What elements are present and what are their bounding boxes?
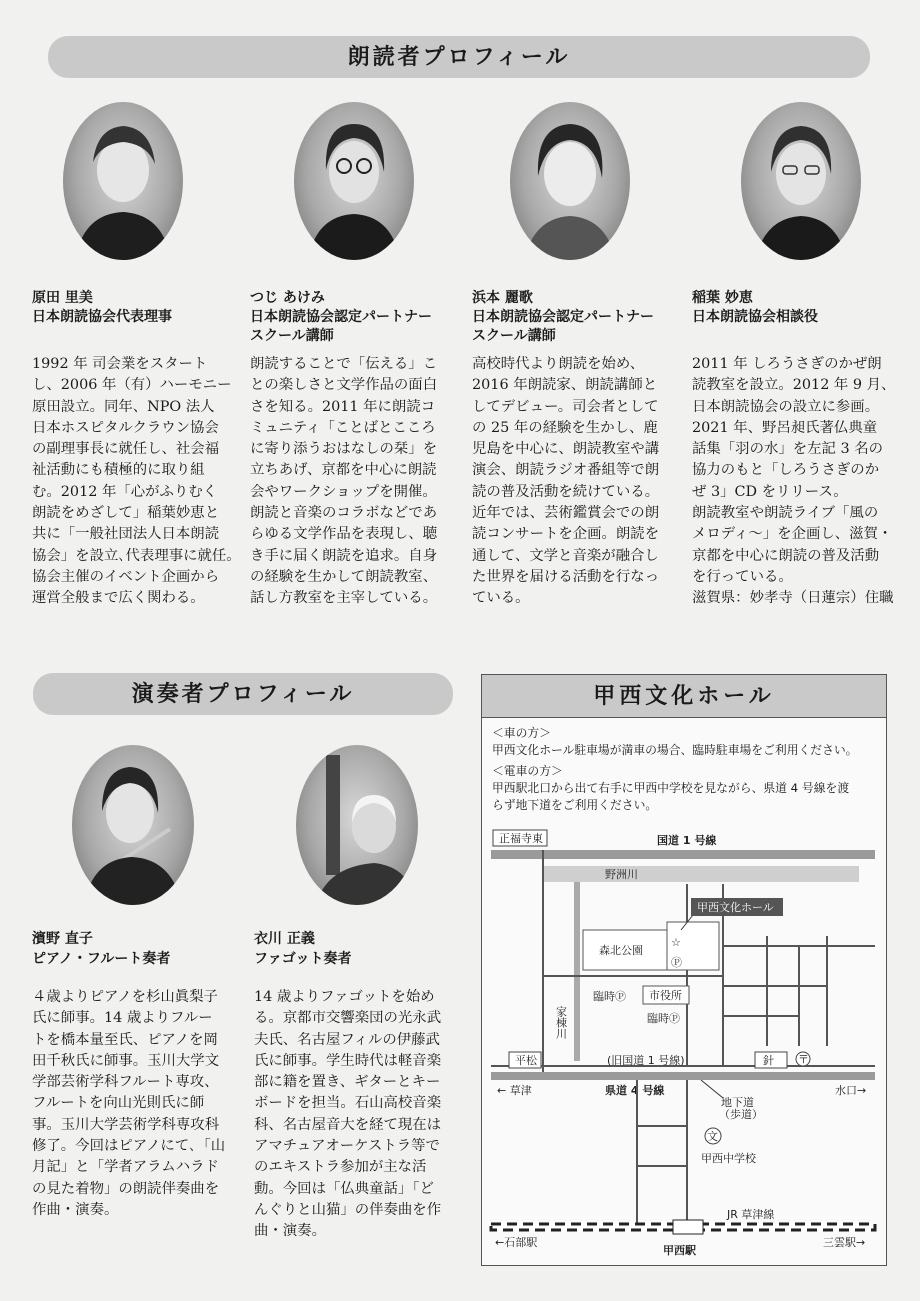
city-hall-label: 市役所 (649, 989, 682, 1002)
player-photo-hamano (72, 745, 194, 905)
underpass-pointer (701, 1080, 723, 1098)
post-office-mark: 〒 (798, 1053, 809, 1066)
bio-line: 京都を中心に朗読の普及活動 (692, 547, 880, 564)
bio-line: 朗読することで「伝える」こ (250, 356, 438, 372)
player-role (254, 950, 351, 969)
bio-line: の見た着物」の朗読伴奏曲を (32, 1180, 220, 1197)
minakuchi-label: 水口→ (835, 1084, 867, 1097)
bio-line: 14 歳よりファゴットを始め (254, 989, 435, 1005)
reader-name: 原田 里美 (32, 290, 93, 306)
reader-photo-hamamoto (510, 102, 630, 260)
bio-line: 運営全般まで広く関わる。 (32, 590, 205, 607)
station-block (673, 1220, 703, 1234)
reader-photo-tsuji (294, 102, 414, 260)
bio-line: 原田設立。同年、NPO 法人 (32, 398, 215, 415)
bio-line: 夫氏、名古屋フィルの伊藤武 (254, 1031, 440, 1048)
bio-line: 通して、文学と音楽が融合し (472, 547, 659, 564)
reader-role (472, 308, 654, 346)
bio-line: 2021 年、野呂昶氏著仏典童 (692, 419, 878, 436)
role-line: スクール講師 (472, 328, 556, 344)
hall-title: 甲西文化ホール (482, 675, 886, 718)
bio-line: を行っている。 (692, 568, 793, 585)
role-line: ファゴット奏者 (254, 951, 352, 967)
player-name: 衣川 正義 (254, 931, 315, 947)
bio-line: 児島を中心に、朗読教室や講 (472, 441, 660, 458)
reader-photo-inaba (741, 102, 861, 260)
park-label: 森北公園 (599, 944, 643, 957)
reader-profile-heading: 朗読者プロフィール (48, 36, 870, 78)
bio-line: んぐりと山猫」の伴奏曲を作 (254, 1201, 442, 1218)
portrait-icon (510, 102, 630, 260)
shofukuji-label: 正福寺東 (499, 832, 543, 845)
player-bio (32, 987, 238, 1221)
school-mark: 文 (707, 1130, 718, 1143)
bio-line: アマチュアオーケストラ等で (254, 1138, 440, 1155)
bio-line: 氏に師事。学生時代は軽音楽 (254, 1052, 442, 1069)
bio-line: 朗読と音楽のコラボなどであ (250, 505, 438, 522)
jr-label: JR 草津線 (727, 1208, 775, 1221)
role-line: 日本朗読協会認定パートナー (472, 309, 654, 325)
ishibe-label: ←石部駅 (495, 1236, 538, 1249)
bio-line: してデビュー。司会者として (472, 398, 659, 415)
role-line: 日本朗読協会相談役 (692, 309, 818, 325)
bio-line: 月記」と「学者アラムハラド (32, 1159, 219, 1176)
portrait-icon (63, 102, 183, 260)
underpass-label-1: 地下道 (721, 1096, 754, 1109)
player-profile-heading: 演奏者プロフィール (33, 673, 453, 715)
bio-line: 話集「羽の水」を左記 3 名の (692, 441, 883, 458)
bio-line: の経験を生かして朗読教室、 (250, 568, 438, 585)
player-role (32, 950, 170, 969)
car-heading: ＜車の方＞ (492, 726, 551, 740)
bio-line: る。京都市交響楽団の光永武 (254, 1010, 442, 1027)
bio-line: 会やワークショップを開催。 (250, 483, 437, 500)
bio-line: フルートを向山光則氏に師 (32, 1095, 205, 1112)
underpass-label-2: （歩道） (719, 1108, 763, 1121)
bio-line: 1992 年 司会業をスタート (32, 356, 208, 372)
bio-line: 協会」を設立､代表理事に就任。 (32, 547, 241, 564)
route1-road (491, 850, 875, 859)
bio-line: 朗読教室や朗読ライブ「風の (692, 505, 879, 522)
bio-line: し、2006 年（有）ハーモニー (32, 377, 232, 394)
hall-map-label: 甲西文化ホール (697, 901, 774, 914)
bio-line: 曲・演奏。 (254, 1223, 326, 1240)
player-bio (254, 987, 460, 1243)
bio-line: 朗読をめざして」稲葉妙恵と (32, 505, 220, 522)
bio-line: 2016 年朗読家、朗読講師と (472, 377, 658, 394)
bio-line: 高校時代より朗読を始め、 (472, 356, 645, 372)
portrait-icon (296, 745, 418, 905)
bio-line: た世界を届ける活動を行なっ (472, 568, 660, 585)
bio-line: 日本朗読協会の設立に参画。 (692, 398, 880, 415)
role-line: 日本朗読協会認定パートナー (250, 309, 432, 325)
route1-label: 国道 1 号線 (657, 834, 717, 847)
bio-line: 読教室を設立。2012 年 9 月、 (692, 377, 896, 394)
bio-line: ぜ 3」CD をリリース。 (692, 483, 848, 500)
school-label: 甲西中学校 (701, 1152, 756, 1165)
train-heading: ＜電車の方＞ (492, 764, 563, 778)
river-label: 家棟川 (554, 1006, 568, 1039)
reader-bio (250, 354, 460, 610)
portrait-icon (741, 102, 861, 260)
yasu-river (543, 866, 859, 882)
bio-line: 部に籍を置き、ギターとキー (254, 1074, 441, 1091)
reader-role (250, 308, 432, 346)
star-icon: ☆ (671, 936, 681, 949)
bio-line: 日本ホスピタルクラウン協会 (32, 419, 219, 436)
portrait-icon (72, 745, 194, 905)
bio-line: 話し方教室を主宰している。 (250, 590, 438, 607)
kusatsu-label: ← 草津 (497, 1084, 532, 1097)
parking-icon: Ⓟ (671, 956, 682, 969)
role-line: ピアノ・フルート奏者 (32, 951, 171, 967)
yasu-river-label: 野洲川 (605, 868, 638, 881)
bio-line: に寄り添うおはなしの栞」を (250, 441, 438, 458)
bio-line: 動。今回は「仏典童話」「ど (254, 1180, 434, 1197)
bio-line: ミュニティ「ことばとこころ (250, 419, 436, 436)
reader-role (692, 308, 818, 327)
reader-bio (472, 354, 680, 610)
bio-line: の副理事長に就任し、社会福 (32, 441, 220, 458)
pref-route4-label: 県道 4 号線 (605, 1084, 665, 1097)
mikumo-label: 三雲駅→ (823, 1236, 866, 1249)
bio-line: 滋賀県：妙孝寺（日蓮宗）住職 (692, 590, 894, 607)
reader-photo-harada (63, 102, 183, 260)
bio-line: 科、名古屋音大を経て現在は (254, 1116, 442, 1133)
bio-line: ボードを担当。石山高校音楽 (254, 1095, 442, 1112)
bio-line: さを知る。2011 年に朗読コ (250, 398, 436, 415)
old-route-label: (旧国道 1 号線) (607, 1054, 685, 1067)
station-label: 甲西駅 (663, 1244, 696, 1257)
bio-line: 田千秋氏に師事。玉川大学文 (32, 1052, 220, 1069)
bio-line: む。2012 年「心がふりむく (32, 483, 218, 500)
bio-line: 読の普及活動を続けている。 (472, 483, 660, 500)
hiramatsu-label: 平松 (515, 1054, 537, 1067)
reader-role (32, 308, 172, 327)
bio-line: のエキストラ参加が主な活 (254, 1159, 427, 1176)
bio-line: 氏に師事。14 歳よりフルー (32, 1010, 213, 1027)
car-text: 甲西文化ホール駐車場が満車の場合、臨時駐車場をご利用ください。 (492, 743, 858, 757)
bio-line: ４歳よりピアノを杉山眞梨子 (32, 989, 218, 1005)
bio-line: 演会、朗読ラジオ番組等で朗 (472, 462, 660, 479)
bio-line: 祉活動にも積極的に取り組 (32, 462, 205, 479)
hari-label: 針 (763, 1054, 774, 1067)
bio-line: 事。玉川大学芸術学科専攻科 (32, 1116, 220, 1133)
temp-parking-1: 臨時Ⓟ (593, 990, 626, 1003)
bio-line: ている。 (472, 590, 530, 607)
player-photo-kinugawa (296, 745, 418, 905)
bio-line: 学部芸術学科フルート専攻、 (32, 1074, 219, 1091)
reader-name: つじ あけみ (250, 290, 325, 306)
train-text (492, 780, 877, 813)
bio-line: 近年では、芸術鑑賞会での朗 (472, 505, 660, 522)
bio-line: 作曲・演奏。 (32, 1201, 119, 1218)
bio-line: メロディ～」を企画し、滋賀・ (692, 526, 893, 543)
portrait-icon (294, 102, 414, 260)
bio-line: き手に届く朗読を追求。自身 (250, 547, 438, 564)
bio-line: 協力のもと「しろうさぎのか (692, 462, 880, 479)
reader-bio (692, 354, 902, 610)
pref-route4-road (491, 1072, 875, 1080)
reader-name: 稲葉 妙恵 (692, 290, 753, 306)
role-line: スクール講師 (250, 328, 334, 344)
bio-line: 立ちあげ、京都を中心に朗読 (250, 462, 437, 479)
bio-line: らゆる文学作品を表現し、聴 (250, 526, 438, 543)
access-map (487, 826, 879, 1258)
bio-line: トを橋本量至氏、ピアノを岡 (32, 1031, 218, 1048)
train-line: らず地下道をご利用ください。 (492, 797, 658, 812)
bio-line: 修了。今回はピアノにて､「山 (32, 1138, 226, 1155)
role-line: 日本朗読協会代表理事 (32, 309, 172, 325)
bio-line: 2011 年 しろうさぎのかぜ朗 (692, 356, 882, 372)
bio-line: 読コンサートを企画。朗読を (472, 526, 660, 543)
bio-line: との楽しさと文学作品の面白 (250, 377, 438, 394)
bio-line: の 25 年の経験を生かし、鹿 (472, 419, 658, 436)
train-line: 甲西駅北口から出て右手に甲西中学校を見ながら、県道 4 号線を渡 (492, 781, 850, 795)
bio-line: 共に「一般社団法人日本朗読 (32, 526, 220, 543)
reader-name: 浜本 麗歌 (472, 290, 533, 306)
temp-parking-2: 臨時Ⓟ (647, 1012, 680, 1025)
reader-bio (32, 354, 242, 610)
bio-line: 協会主催のイベント企画から (32, 568, 220, 585)
player-name: 濱野 直子 (32, 931, 93, 947)
